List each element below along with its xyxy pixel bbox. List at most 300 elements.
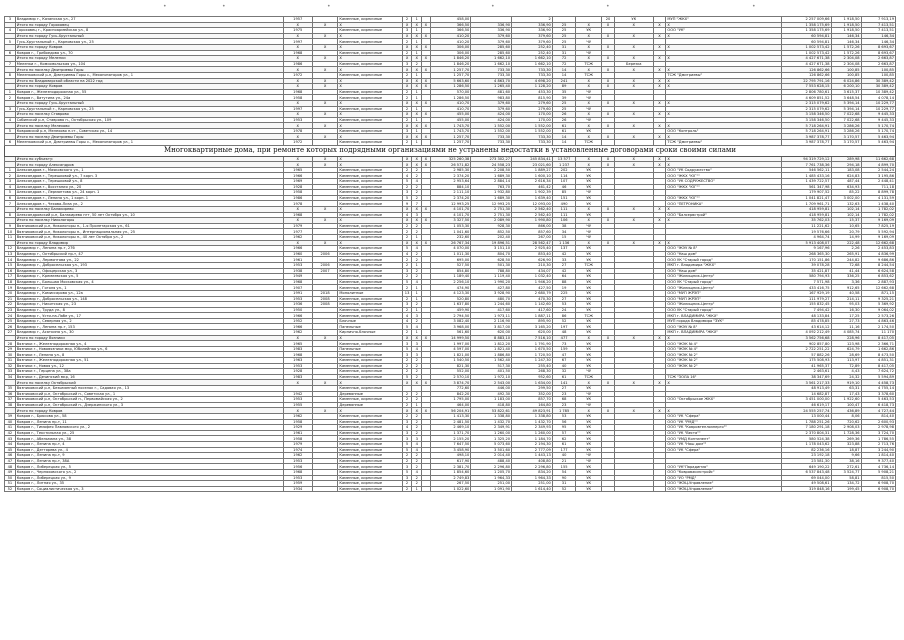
wall-material-cell: Каменные, кирпичные <box>338 285 402 291</box>
management-company-short-cell: X <box>614 112 653 118</box>
col-n-cell: X <box>602 380 615 386</box>
floors-cell: 3 <box>402 419 412 425</box>
cost-per-sqm-cell: 24,32 <box>831 374 861 380</box>
row-number-cell: 7 <box>5 61 16 67</box>
overhaul-year-cell: X <box>312 218 338 224</box>
entrances-cell: 2 <box>412 318 422 324</box>
entrances-cell: X <box>412 162 422 168</box>
total-cost-cell: 175 508,93 <box>782 358 831 364</box>
management-company-cell: X <box>666 33 782 39</box>
address-cell: Собинский р-н, Ставрово п., Октябрьская ул., 109 <box>15 117 283 123</box>
management-method-cell: УК <box>576 285 602 291</box>
total-cost-cell: 5 718 264,91 <box>782 128 831 134</box>
limit-per-sqm-cell: 9 325,21 <box>861 296 895 302</box>
management-company-cell: X <box>666 156 782 162</box>
limit-per-sqm-cell: 10 229,77 <box>861 100 895 106</box>
residential-area-cell: 336,90 <box>471 22 512 28</box>
owned-area-cell: 733,30 <box>512 72 553 78</box>
residential-area-cell: 1 338,80 <box>471 413 512 419</box>
total-area-cell: 1 257,70 <box>430 67 471 73</box>
entrances-cell: 2 <box>412 419 422 425</box>
floors-cell: 5 <box>402 279 412 285</box>
address-cell: Итого по городу Владимир <box>15 240 283 246</box>
col-n-cell: X <box>602 218 615 224</box>
build-year-cell: 1928 <box>283 369 312 375</box>
owned-area-cell: 267,00 <box>512 234 553 240</box>
total-cost-cell: 4 427 671,38 <box>782 61 831 67</box>
entrances-cell: 3 <box>412 436 422 442</box>
address-cell: Вязники г., Новая ул., 12 <box>15 363 283 369</box>
floors-cell: 2 <box>402 50 412 56</box>
cost-per-sqm-cell: 720,62 <box>831 419 861 425</box>
owned-area-cell: 895,90 <box>512 318 553 324</box>
residential-area-cell: 1 689,30 <box>471 173 512 179</box>
floors-cell: 2 <box>402 307 412 313</box>
address-cell: Вязниковский р-н, Никологоры п., 40 лет Октября ул., 2 <box>15 234 283 240</box>
total-area-cell: 772,60 <box>430 386 471 392</box>
residential-area-cell: 2 751,30 <box>471 207 512 213</box>
management-method-cell: X <box>576 218 602 224</box>
cost-per-sqm-cell: 38,16 <box>831 458 861 464</box>
address-cell: Ковров г., Грибоедова ул., 70 <box>15 50 283 56</box>
address-cell: Владимир г., Северная ул., 2 <box>15 318 283 324</box>
total-area-cell: 464,00 <box>430 402 471 408</box>
floors-cell: X <box>402 56 412 62</box>
build-year-cell: 1962 <box>283 453 312 459</box>
total-cost-cell: 43 614,12 <box>782 324 831 330</box>
management-company-short-cell: X <box>614 240 653 246</box>
overhaul-year-cell: X <box>312 84 338 90</box>
floors-cell: X <box>402 156 412 162</box>
floors-cell: 2 <box>402 257 412 263</box>
management-company-cell: ТСЖ "Дмитриевы" <box>666 140 782 146</box>
limit-per-sqm-cell: 2 663,87 <box>861 56 895 62</box>
total-area-cell: 366,50 <box>430 28 471 34</box>
address-cell: Ковров г., Литная ул., 35 <box>15 481 283 487</box>
entrances-cell: 2 <box>412 173 422 179</box>
floors-cell: 2 <box>402 140 412 146</box>
owned-area-cell: 1 552,00 <box>512 123 553 129</box>
build-year-cell: 1955 <box>283 402 312 408</box>
owned-area-cell: 1 964,33 <box>512 475 553 481</box>
address-cell: Вязники г., Герцена ул., 38а <box>15 369 283 375</box>
floors-cell: 3 <box>402 128 412 134</box>
limit-per-sqm-cell: 4 899,70 <box>861 162 895 168</box>
management-company-short-cell: X <box>614 408 653 414</box>
total-area-cell: 5 663,60 <box>430 78 471 84</box>
total-cost-cell: 2 806 780,61 <box>782 89 831 95</box>
residential-area-cell: 379,60 <box>471 100 512 106</box>
residents-cell: 53 <box>552 413 576 419</box>
residential-area-cell: 424,00 <box>471 117 512 123</box>
residents-cell: 25 <box>552 106 576 112</box>
wall-material-cell: X <box>338 84 402 90</box>
overhaul-year-cell: X <box>312 123 338 129</box>
entrances-cell: 2 <box>412 195 422 201</box>
limit-per-sqm-cell: 12 662,68 <box>861 240 895 246</box>
management-method-cell: ЧУ <box>576 89 602 95</box>
total-cost-cell: 3 451 000,00 <box>782 397 831 403</box>
limit-per-sqm-cell: 4 851,31 <box>861 358 895 364</box>
wall-material-cell: Каменные, кирпичные <box>338 106 402 112</box>
floors-cell: 2 <box>402 274 412 280</box>
management-method-cell: УК <box>576 397 602 403</box>
wall-material-cell: Каменные, кирпичные <box>338 246 402 252</box>
entrances-cell: 2 <box>412 190 422 196</box>
limit-per-sqm-cell: 3 195,86 <box>861 173 895 179</box>
management-company-short-cell: X <box>614 67 653 73</box>
residents-cell: 52 <box>552 318 576 324</box>
management-method-cell: ЧУ <box>576 234 602 240</box>
floors-cell: 3 <box>402 430 412 436</box>
total-area-cell: 325 260,38 <box>430 156 471 162</box>
floors-cell: X <box>402 162 412 168</box>
overhaul-year-cell: X <box>312 67 338 73</box>
management-method-cell: ЧУ <box>576 106 602 112</box>
floors-cell: X <box>402 100 412 106</box>
management-company-cell: ООО "ЖЭК № 2" <box>666 363 782 369</box>
owned-area-cell: 252,40 <box>512 44 553 50</box>
cost-per-sqm-cell: 634,93 <box>831 184 861 190</box>
residents-cell: 31 <box>552 50 576 56</box>
management-company-short-cell: X <box>614 134 653 140</box>
row-number-cell: 14 <box>5 257 16 263</box>
cost-per-sqm-cell: 7 022,68 <box>831 117 861 123</box>
limit-per-sqm-cell: 6 908,70 <box>861 486 895 492</box>
total-area-cell: 1 743,70 <box>430 123 471 129</box>
owned-area-cell: 1 338,80 <box>512 413 553 419</box>
total-area-cell: 410,70 <box>430 106 471 112</box>
total-cost-cell: 2 722 251,22 <box>782 346 831 352</box>
overhaul-year-cell: X <box>312 380 338 386</box>
cost-per-sqm-cell: 5 394,14 <box>831 100 861 106</box>
residents-cell: 25 <box>552 100 576 106</box>
management-method-cell: УК <box>576 251 602 257</box>
management-company-short-cell: X <box>614 380 653 386</box>
entrances-cell: 1 <box>412 50 422 56</box>
total-area-cell: 14 999,50 <box>430 335 471 341</box>
owned-area-cell: 815,90 <box>512 95 553 101</box>
overhaul-year-cell: 2008 <box>312 302 338 308</box>
row-number-cell: 6 <box>5 140 16 146</box>
residents-cell: 159 <box>552 346 576 352</box>
wall-material-cell: Каменные, кирпичные <box>338 475 402 481</box>
build-year-cell: 1986 <box>283 195 312 201</box>
entrances-cell: 2 <box>412 397 422 403</box>
total-cost-cell: 22 795 791,16 <box>782 78 831 84</box>
entrances-cell: 1 <box>412 296 422 302</box>
col-h-cell: X <box>422 67 431 73</box>
total-cost-cell: 268 365,30 <box>782 251 831 257</box>
address-cell: Итого по городу Ковров <box>15 44 283 50</box>
cost-per-sqm-cell: 72,68 <box>831 262 861 268</box>
residents-cell: 42 <box>552 268 576 274</box>
col-n-cell: X <box>602 408 615 414</box>
wall-material-cell: Каменные, кирпичные <box>338 386 402 392</box>
limit-per-sqm-cell: 11 662,68 <box>861 156 895 162</box>
wall-material-cell: Каменные, кирпичные <box>338 419 402 425</box>
wall-material-cell: Каменные, кирпичные <box>338 363 402 369</box>
limit-per-sqm-cell: 10 229,77 <box>861 106 895 112</box>
build-year-cell: X <box>283 240 312 246</box>
total-cost-cell: 7 180 291,18 <box>782 425 831 431</box>
build-year-cell: 1953 <box>283 262 312 268</box>
total-cost-cell: 35 421,87 <box>782 268 831 274</box>
total-cost-cell: 126 862,66 <box>782 72 831 78</box>
address-cell: Гусь-Хрустальный г., Карповская ул., 25 <box>15 39 283 45</box>
entrances-cell: 4 <box>412 447 422 453</box>
floors-cell: 3 <box>402 464 412 470</box>
entrances-cell: X <box>412 335 422 341</box>
total-area-cell: 1 189,40 <box>430 274 471 280</box>
residents-cell: 46 <box>552 184 576 190</box>
cost-per-sqm-cell: 17,43 <box>831 391 861 397</box>
col-p-cell: X <box>653 33 666 39</box>
address-cell: Александров г., Чехова-Лиза ул., 2 <box>15 201 283 207</box>
entrances-cell: 1 <box>412 234 422 240</box>
limit-per-sqm-cell: 4 727,44 <box>861 408 895 414</box>
residential-area-cell: 1 552,00 <box>471 123 512 129</box>
residential-area-cell: 1 932,80 <box>471 190 512 196</box>
wall-material-cell: Каменные, кирпичные <box>338 95 402 101</box>
residents-cell: 86 <box>552 313 576 319</box>
cost-per-sqm-cell: 58,81 <box>831 475 861 481</box>
total-cost-cell: 23 581,30 <box>782 458 831 464</box>
management-company-cell: ООО "Ковровжилстройс" <box>666 469 782 475</box>
total-cost-cell: 94 319 729,12 <box>782 156 831 162</box>
residents-cell: 14 <box>552 140 576 146</box>
col-h-cell: X <box>422 44 431 50</box>
total-cost-cell: 7 553 628,15 <box>782 84 831 90</box>
address-cell: Итого по Владимирской области на 2022 год <box>15 78 283 84</box>
limit-per-sqm-cell: 3 724,70 <box>861 430 895 436</box>
total-cost-cell: 319 848,16 <box>782 486 831 492</box>
entrances-cell: 4 <box>412 179 422 185</box>
limit-per-sqm-cell: 8 244,54 <box>861 262 895 268</box>
total-area-cell: 2 374,20 <box>430 173 471 179</box>
entrances-cell: 1 <box>412 72 422 78</box>
owned-area-cell: 255,40 <box>512 363 553 369</box>
total-area-cell: 3 082,40 <box>430 318 471 324</box>
floors-cell: X <box>402 123 412 129</box>
col-p-cell: X <box>653 44 666 50</box>
build-year-cell: 1953 <box>283 117 312 123</box>
residential-area-cell: 1 260,00 <box>471 430 512 436</box>
entrances-cell: 3 <box>412 352 422 358</box>
total-area-cell: 26 571,82 <box>430 162 471 168</box>
address-cell: Итого по городу Ковров <box>15 408 283 414</box>
limit-per-sqm-cell: 1 814,40 <box>861 453 895 459</box>
management-method-cell: X <box>576 56 602 62</box>
owned-area-cell: 853,40 <box>512 251 553 257</box>
col-p-cell: X <box>653 84 666 90</box>
management-method-cell: X <box>576 112 602 118</box>
residential-area-cell: 852,50 <box>471 229 512 235</box>
col-n-cell: X <box>602 156 615 162</box>
floors-cell: 13 <box>402 290 412 296</box>
residents-cell: 73 <box>552 341 576 347</box>
limit-per-sqm-cell: 5 594,89 <box>861 374 895 380</box>
wall-material-cell: Каменные, кирпичные <box>338 441 402 447</box>
total-cost-cell: 13 000,44 <box>782 413 831 419</box>
address-cell: Ковровский р-н, Мелехово п.ст., Советская ул., 14 <box>15 128 283 134</box>
management-company-short-cell: X <box>614 218 653 224</box>
address-cell: Александровский р-н, Балакирево пгт, 50 лет Октября ул., 10 <box>15 212 283 218</box>
management-company-cell: ООО "Контроль" <box>666 128 782 134</box>
limit-per-sqm-cell: 871,15 <box>861 290 895 296</box>
address-cell: Владимир г., Асаткина ул., 30 <box>15 330 283 336</box>
total-cost-cell: 111 979,27 <box>782 296 831 302</box>
residential-area-cell: 1 432,70 <box>471 419 512 425</box>
owned-area-cell: 470,30 <box>512 296 553 302</box>
residential-area-cell: 19 896,51 <box>471 240 512 246</box>
floors-cell: 5 <box>402 346 412 352</box>
build-year-cell: X <box>283 408 312 414</box>
management-company-short-cell: X <box>614 33 653 39</box>
limit-per-sqm-cell: 7 624,72 <box>861 369 895 375</box>
management-company-cell: ООО "ЖКХ "ЮГ"" <box>666 195 782 201</box>
owned-area-cell: 417,60 <box>512 307 553 313</box>
address-cell: Итого по поселку Балакирево <box>15 207 283 213</box>
cost-per-sqm-cell: 5 394,14 <box>831 106 861 112</box>
total-area-cell: 2 111,10 <box>430 190 471 196</box>
entrances-cell: 4 <box>412 324 422 330</box>
floors-cell: 5 <box>402 447 412 453</box>
col-n-cell: X <box>602 240 615 246</box>
limit-per-sqm-cell: 711,18 <box>861 184 895 190</box>
entrances-cell: 4 <box>412 279 422 285</box>
limit-per-sqm-cell: 2 544,24 <box>861 167 895 173</box>
wall-material-cell: Каменные, кирпичные <box>338 374 402 380</box>
total-cost-cell: 126 862,66 <box>782 67 831 73</box>
limit-per-sqm-cell: 4 755,14 <box>861 386 895 392</box>
build-year-cell: 1968 <box>283 279 312 285</box>
address-cell: Итого по городу Ковров <box>15 84 283 90</box>
limit-per-sqm-cell: 5 592,94 <box>861 229 895 235</box>
limit-per-sqm-cell: 2 448,41 <box>861 179 895 185</box>
residents-cell: 26 <box>552 112 576 118</box>
management-method-cell: УК <box>576 341 602 347</box>
total-cost-cell: 2 463,61 <box>782 369 831 375</box>
total-area-cell: 1 413,30 <box>430 413 471 419</box>
limit-per-sqm-cell: 1 786,55 <box>861 436 895 442</box>
management-company-short-cell: X <box>614 335 653 341</box>
overhaul-year-cell: X <box>312 22 338 28</box>
limit-per-sqm-cell: 2 453,83 <box>861 246 895 252</box>
row-number-cell: 13 <box>5 251 16 257</box>
residents-cell: 57 <box>552 430 576 436</box>
build-year-cell: 1953 <box>283 363 312 369</box>
total-area-cell: 1 286,50 <box>430 95 471 101</box>
floors-cell: 3 <box>402 302 412 308</box>
wall-material-cell: X <box>338 100 402 106</box>
management-method-cell: УК <box>576 179 602 185</box>
total-area-cell: 2 374,20 <box>430 195 471 201</box>
row-number-cell: 3 <box>5 17 16 23</box>
cost-per-sqm-cell: 2 908,03 <box>831 425 861 431</box>
build-year-cell: 1966 <box>283 246 312 252</box>
build-year-cell: 1978 <box>283 128 312 134</box>
limit-per-sqm-cell: 815,50 <box>861 475 895 481</box>
wall-material-cell: Каменные, кирпичные <box>338 61 402 67</box>
cost-per-sqm-cell: 228,96 <box>831 335 861 341</box>
cost-per-sqm-cell: 7 022,68 <box>831 112 861 118</box>
limit-per-sqm-cell: 9 169,09 <box>861 234 895 240</box>
residents-cell: 52 <box>552 486 576 492</box>
row-number-cell: 26 <box>5 324 16 330</box>
col-n-cell: X <box>602 33 615 39</box>
address-cell: Владимир г., Добросельская ул., 148 <box>15 296 283 302</box>
col-h-cell: X <box>422 112 431 118</box>
floors-cell: 2 <box>402 481 412 487</box>
col-p-cell: X <box>653 123 666 129</box>
build-year-cell: 1983 <box>283 346 312 352</box>
floors-cell: 2 <box>402 167 412 173</box>
limit-per-sqm-cell: 4 836,99 <box>861 251 895 257</box>
limit-per-sqm-cell: 7 413,51 <box>861 22 895 28</box>
residential-area-cell: 285,60 <box>471 44 512 50</box>
address-cell: Александров г., Терешковой ул., 7 корп. 3 <box>15 173 283 179</box>
owned-area-cell: 210,30 <box>512 262 553 268</box>
management-method-cell: УК <box>576 358 602 364</box>
address-cell: Владимир г., Усти-на-Лабе ул., 17 <box>15 313 283 319</box>
wall-material-cell: Панельные <box>338 346 402 352</box>
owned-area-cell: 461,42 <box>512 184 553 190</box>
residents-cell: 111 <box>552 212 576 218</box>
cost-per-sqm-cell: 100,47 <box>831 402 861 408</box>
management-company-cell: X <box>666 112 782 118</box>
management-method-cell: УК <box>576 441 602 447</box>
management-company-cell: ООО "ЖЭК № 2" <box>666 358 782 364</box>
wall-material-cell: X <box>338 56 402 62</box>
wall-material-cell: Каменные, кирпичные <box>338 352 402 358</box>
management-company-cell: ООО "ЖЭК № 2" <box>666 352 782 358</box>
build-year-cell: 1936 <box>283 302 312 308</box>
floors-cell: X <box>402 78 412 84</box>
management-company-cell: ТСЖ "Дмитриевы" <box>666 72 782 78</box>
address-cell: Итого по поселку Дмитриевы Горы <box>15 67 283 73</box>
build-year-cell: 1929 <box>283 425 312 431</box>
management-method-cell: УК <box>576 195 602 201</box>
row-number-cell: 36 <box>5 391 16 397</box>
management-company-cell: X <box>666 380 782 386</box>
row-number-cell: 47 <box>5 458 16 464</box>
col-h-cell: X <box>422 162 431 168</box>
cost-per-sqm-cell: 3 648,54 <box>831 95 861 101</box>
wall-material-cell: Каменные, кирпичные <box>338 117 402 123</box>
scan-mark: • <box>222 3 226 10</box>
total-cost-cell: 1 002 573,42 <box>782 50 831 56</box>
total-cost-cell: 580 794,93 <box>782 274 831 280</box>
cost-per-sqm-cell: 3 524,77 <box>831 469 861 475</box>
floors-cell: X <box>402 134 412 140</box>
limit-per-sqm-cell: 5 369,92 <box>861 302 895 308</box>
total-cost-cell: 48 133,84 <box>782 313 831 319</box>
total-cost-cell: 69 044,00 <box>782 475 831 481</box>
col-n-cell: X <box>602 67 615 73</box>
col-n-cell: X <box>602 100 615 106</box>
build-year-cell: X <box>283 78 312 84</box>
entrances-cell: 2 <box>412 268 422 274</box>
management-method-cell: УК <box>576 330 602 336</box>
owned-area-cell: 336,90 <box>512 22 553 28</box>
limit-per-sqm-cell: 100,85 <box>861 67 895 73</box>
management-company-cell: ТСЖ "ЗОЛА 16" <box>666 374 782 380</box>
management-company-short-cell: X <box>614 162 653 168</box>
col-h-cell: X <box>422 134 431 140</box>
residential-area-cell: 1 265,40 <box>471 84 512 90</box>
total-cost-cell: 7 494,42 <box>782 307 831 313</box>
